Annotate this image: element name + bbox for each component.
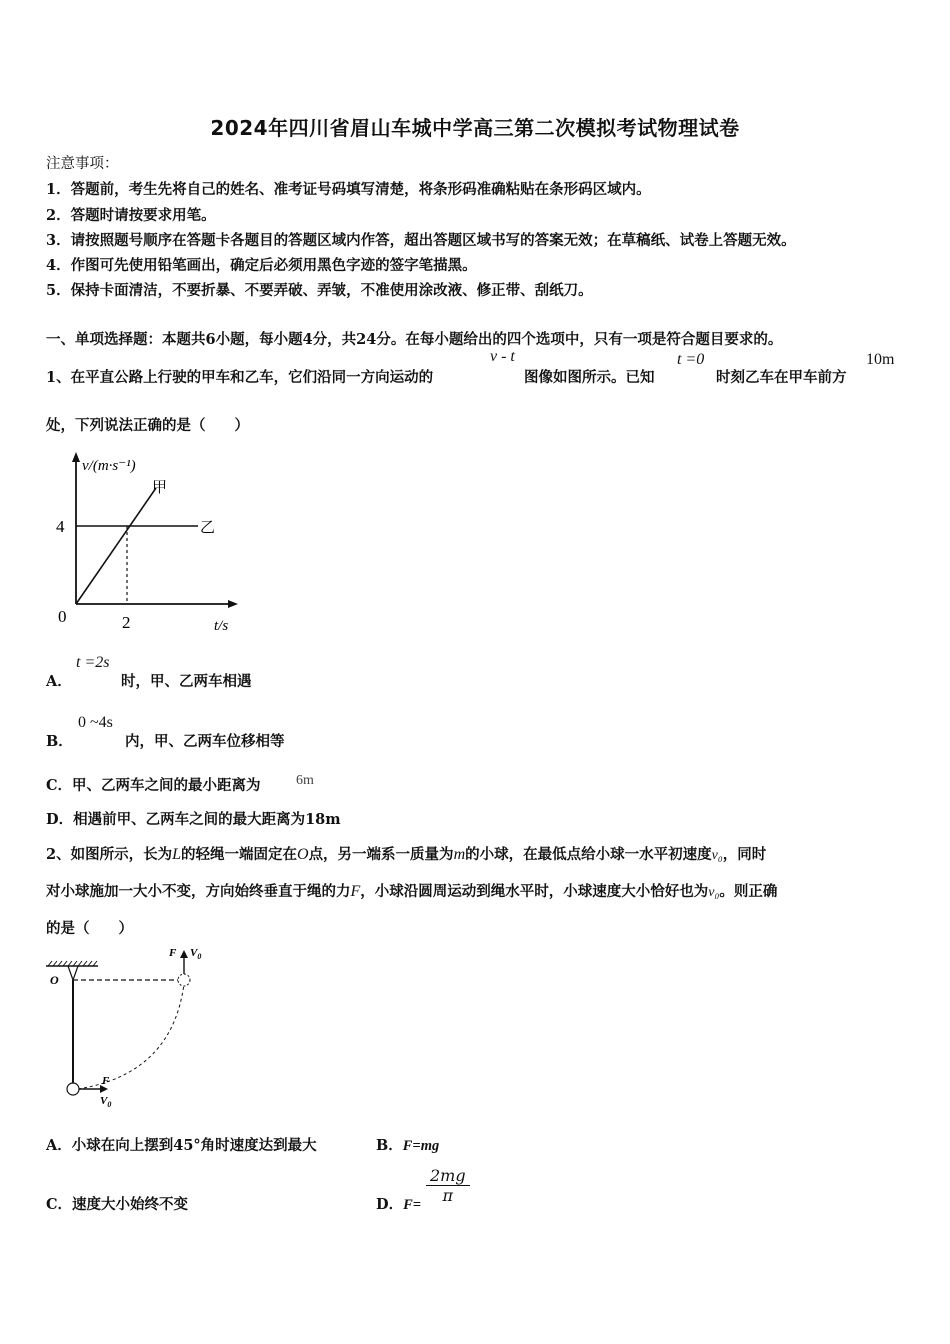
q1-math-t0: t =0 <box>677 351 705 368</box>
q2-var-v0: v₀ <box>711 848 723 863</box>
q2-var-f: F <box>350 883 361 900</box>
axis-ylabel: v/(m·s⁻¹) <box>82 458 136 474</box>
label-o: O <box>50 973 59 987</box>
ball-bottom <box>67 1083 79 1095</box>
q2-option-d-math: F= <box>403 1197 422 1213</box>
q1-vt-graph <box>48 446 248 646</box>
q1-option-a-letter[interactable]: A． <box>46 673 72 690</box>
q1-option-c-math: 6m <box>296 773 314 788</box>
notes-item-4: 4．作图可先使用铅笔画出，确定后必须用黑色字迹的签字笔描黑。 <box>46 257 477 274</box>
q2-text: 。则正确 <box>719 883 778 900</box>
q2-option-a[interactable]: A．小球在向上摆到45°角时速度达到最大 <box>46 1137 317 1154</box>
notes-item-3: 3．请按照题号顺序在答题卡各题目的答题区域内作答，超出答题区域书写的答案无效；在草稿纸、试卷上答题无效。 <box>46 232 796 249</box>
q1-stem-part4: 处，下列说法正确的是（ ） <box>46 417 249 434</box>
q2-option-d-fraction <box>426 1166 470 1205</box>
q2-text: 的轻绳一端固定在 <box>181 846 297 863</box>
q1-option-b-math: 0 ~4s <box>78 714 113 731</box>
label-f-top: F <box>169 947 177 959</box>
q1-option-b-letter[interactable]: B． <box>46 733 73 750</box>
q2-text: ，小球沿圆周运动到绳水平时，小球速度大小恰好也为 <box>360 883 709 900</box>
notes-heading: 注意事项： <box>46 156 119 172</box>
notes-item-2: 2．答题时请按要求用笔。 <box>46 207 216 224</box>
q1-option-a-text: 时，甲、乙两车相遇 <box>121 673 252 690</box>
q1-option-b-text: 内，甲、乙两车位移相等 <box>125 733 285 750</box>
q2-text: 点，另一端系一质量为 <box>308 846 454 863</box>
q2-option-b-letter: B． <box>376 1137 403 1154</box>
q2-var-v0: v₀ <box>708 885 720 900</box>
q1-stem-part3: 时刻乙车在甲车前方 <box>716 369 847 386</box>
label-v0-bottom: $V_0$ <box>100 1095 112 1109</box>
q2-text: 2、如图所示，长为 <box>46 846 173 863</box>
x-tick-label: 2 <box>122 613 131 632</box>
q1-stem-part1: 1、在平直公路上行驶的甲车和乙车，它们沿同一方向运动的 <box>46 369 434 386</box>
origin-label: 0 <box>58 607 67 626</box>
q2-var-o: O <box>297 846 309 863</box>
q2-option-b[interactable] <box>376 1134 439 1155</box>
section-heading: 一、单项选择题：本题共6小题，每小题4分，共24分。在每小题给出的四个选项中，只有一项是符合题目要求的。 <box>46 331 783 348</box>
series-jia-line <box>76 488 156 604</box>
notes-item-1: 1．答题前，考生先将自己的姓名、准考证号码填写清楚，将条形码准确粘贴在条形码区域内。 <box>46 181 651 198</box>
q1-math-vt: v - t <box>490 348 515 365</box>
q1-option-a-math: t =2s <box>76 654 110 671</box>
force-arrowhead-top <box>180 950 188 958</box>
q2-var-m: m <box>453 846 466 863</box>
q2-text: ，同时 <box>722 846 767 863</box>
q2-stem-line1 <box>46 843 766 864</box>
y-axis-arrow <box>72 452 80 462</box>
q2-pendulum-figure <box>42 944 222 1114</box>
q2-stem-line3: 的是（ ） <box>46 920 133 937</box>
label-v0-top: $V_0$ <box>190 947 202 961</box>
ball-right <box>178 974 190 986</box>
label-yi: 乙 <box>200 520 216 536</box>
q2-stem-line2 <box>46 880 777 901</box>
y-tick-label: 4 <box>56 517 65 536</box>
q2-var-l: L <box>172 846 181 863</box>
q2-option-b-math: F=mg <box>402 1138 440 1154</box>
label-jia: 甲 <box>152 480 168 496</box>
q2-option-d-letter: D． <box>376 1196 404 1213</box>
fraction-denominator: π <box>442 1186 454 1205</box>
q1-math-10m: 10m <box>866 351 895 368</box>
axis-xlabel: t/s <box>214 618 229 634</box>
page-title: 2024年四川省眉山车城中学高三第二次模拟考试物理试卷 <box>210 116 740 140</box>
label-f-bottom: F <box>102 1075 110 1087</box>
q1-stem-part2: 图像如图所示。已知 <box>524 369 655 386</box>
q2-option-c[interactable]: C．速度大小始终不变 <box>46 1196 189 1213</box>
ceiling-hatch <box>48 961 97 966</box>
q1-option-c-text[interactable]: C．甲、乙两车之间的最小距离为 <box>46 777 261 794</box>
q2-text: 的小球，在最低点给小球一水平初速度 <box>465 846 712 863</box>
q2-option-d[interactable] <box>376 1193 421 1214</box>
support-left <box>68 966 73 980</box>
support-right <box>73 966 78 980</box>
x-axis-arrow <box>228 600 238 608</box>
q1-option-d-text[interactable]: D．相遇前甲、乙两车之间的最大距离为18m <box>46 811 341 828</box>
fraction-numerator: 2mg <box>426 1166 470 1186</box>
trajectory-arc <box>78 984 184 1089</box>
notes-item-5: 5．保持卡面清洁，不要折暴、不要弄破、弄皱，不准使用涂改液、修正带、刮纸刀。 <box>46 282 593 299</box>
q2-text: 对小球施加一大小不变，方向始终垂直于绳的力 <box>46 883 351 900</box>
